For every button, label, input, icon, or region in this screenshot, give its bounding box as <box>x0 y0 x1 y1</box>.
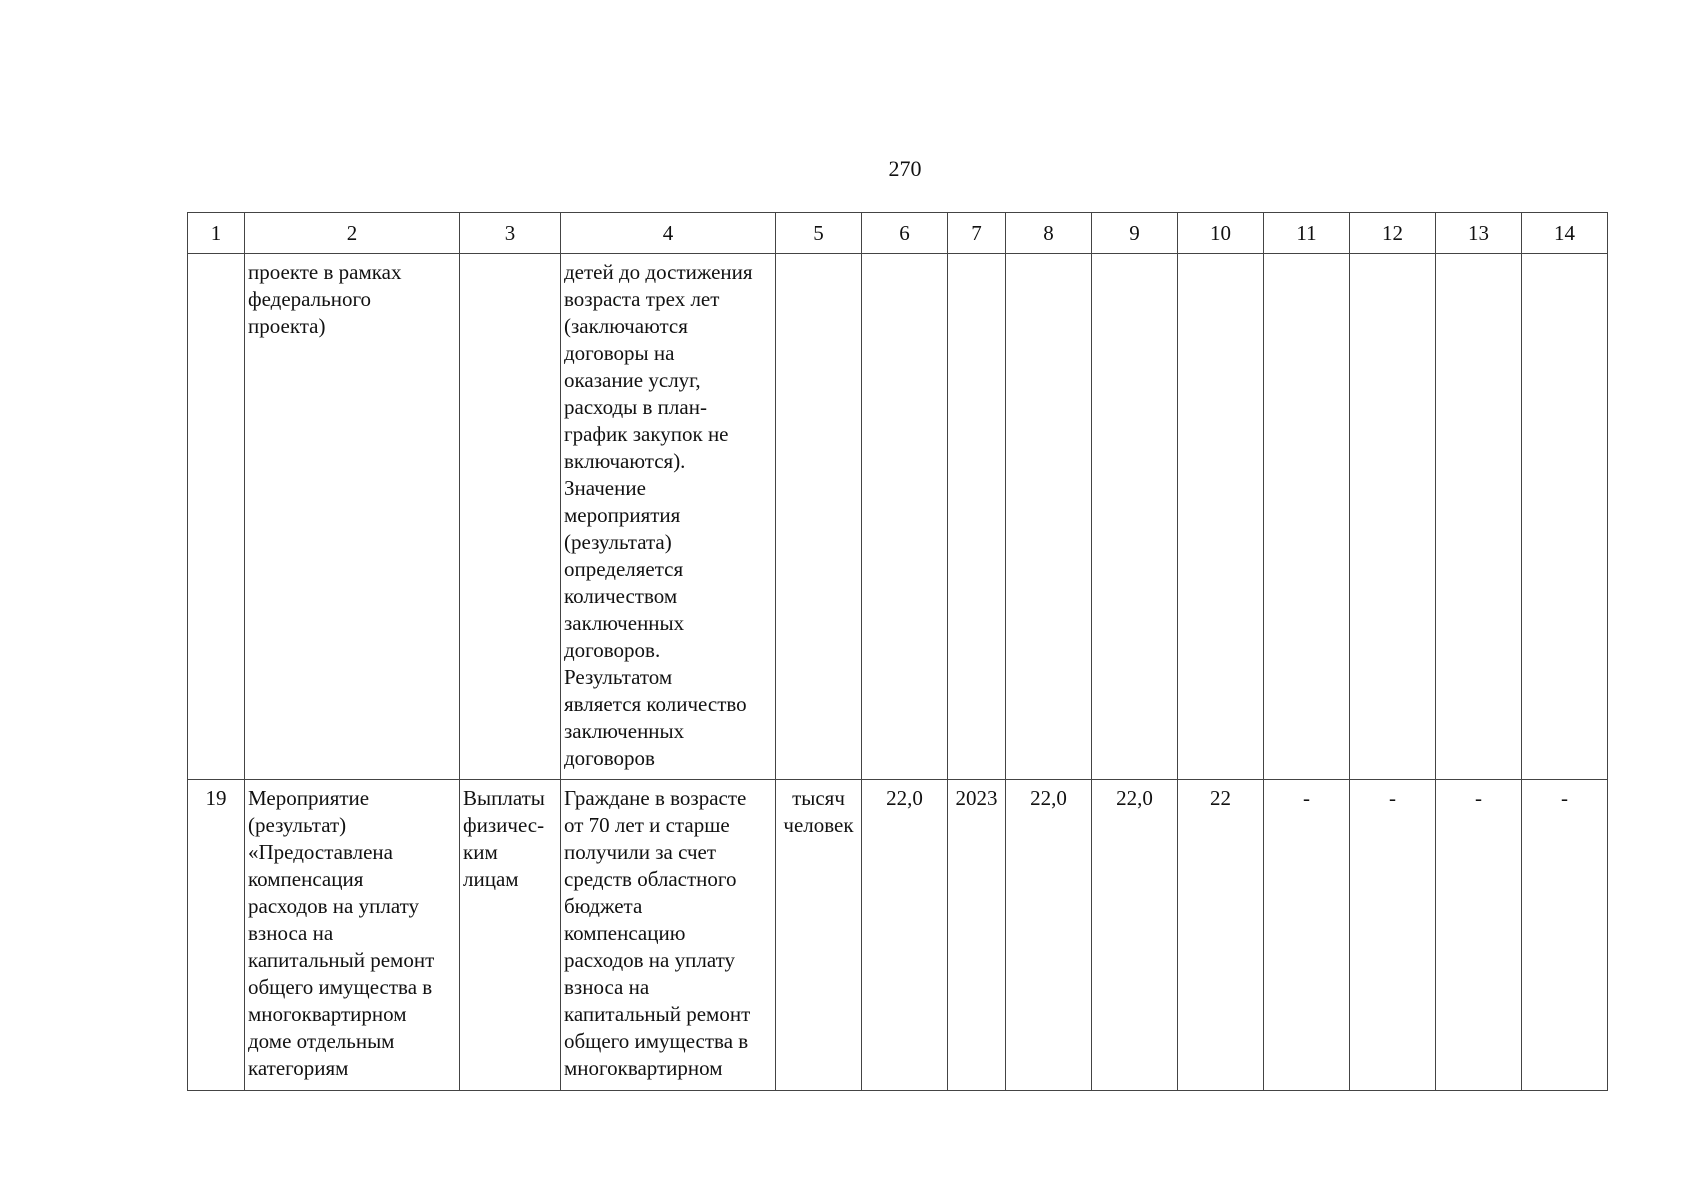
column-header: 9 <box>1092 213 1178 254</box>
column-header: 1 <box>188 213 245 254</box>
table-cell: 19 <box>188 780 245 1091</box>
table-cell: 22,0 <box>862 780 948 1091</box>
column-header: 4 <box>561 213 776 254</box>
column-header: 3 <box>460 213 561 254</box>
table-cell <box>948 254 1006 780</box>
page-number: 270 <box>888 156 922 181</box>
column-header: 5 <box>776 213 862 254</box>
column-header: 11 <box>1264 213 1350 254</box>
table-cell <box>1436 254 1522 780</box>
table-cell <box>1264 254 1350 780</box>
table-cell: Граждане в возрасте от 70 лет и старше получили за счет средств областного бюджета компенсацию расходов на уплату взноса на капитальный ремонт общего имущества в многоквартирном <box>561 780 776 1091</box>
table-cell: - <box>1436 780 1522 1091</box>
table-cell <box>460 254 561 780</box>
table-cell: проекте в рамках федерального проекта) <box>245 254 460 780</box>
table-cell: Мероприятие (результат) «Предоставлена компенсация расходов на уплату взноса на капитальный ремонт общего имущества в многоквартирном доме отдельным категориям <box>245 780 460 1091</box>
table-cell: Выплаты физичес- ким лицам <box>460 780 561 1091</box>
table-cell: - <box>1350 780 1436 1091</box>
column-header: 13 <box>1436 213 1522 254</box>
table-cell: детей до достижения возраста трех лет (заключаются договоры на оказание услуг, расходы в план- график закупок не включаются). Значение мероприятия (результата) определяется количеством заключенных договоров. Результатом является количество заключенных договоров <box>561 254 776 780</box>
table-cell <box>1006 254 1092 780</box>
column-header: 2 <box>245 213 460 254</box>
table-cell <box>862 254 948 780</box>
table-cell <box>1350 254 1436 780</box>
table-row <box>188 780 1608 1091</box>
column-header: 6 <box>862 213 948 254</box>
table-row <box>188 254 1608 780</box>
table-cell: 2023 <box>948 780 1006 1091</box>
table-cell: - <box>1264 780 1350 1091</box>
table-cell <box>1178 254 1264 780</box>
table-cell <box>1522 254 1608 780</box>
table-cell <box>1092 254 1178 780</box>
table-header-row <box>188 213 1608 254</box>
column-header: 8 <box>1006 213 1092 254</box>
column-header: 7 <box>948 213 1006 254</box>
table-cell: 22,0 <box>1092 780 1178 1091</box>
table-cell: 22 <box>1178 780 1264 1091</box>
column-header: 12 <box>1350 213 1436 254</box>
table-cell: - <box>1522 780 1608 1091</box>
table-cell <box>188 254 245 780</box>
table-cell: тысяч человек <box>776 780 862 1091</box>
document-table <box>187 212 1608 1091</box>
column-header: 10 <box>1178 213 1264 254</box>
column-header: 14 <box>1522 213 1608 254</box>
table-cell <box>776 254 862 780</box>
table-cell: 22,0 <box>1006 780 1092 1091</box>
